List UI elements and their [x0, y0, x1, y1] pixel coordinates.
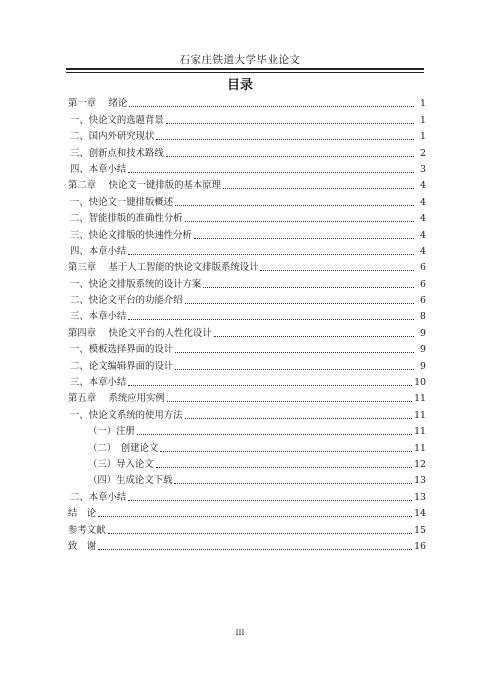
toc-entry-page: 1: [420, 98, 426, 110]
toc-entry-page: 11: [414, 393, 426, 405]
toc-entry[interactable]: [68, 373, 426, 389]
toc-entry[interactable]: [68, 389, 426, 405]
toc-entry[interactable]: [68, 192, 426, 208]
toc-leader-dots: [128, 385, 412, 386]
toc-entry[interactable]: [68, 127, 426, 143]
toc-entry-label: 三、本章小结: [70, 377, 127, 389]
toc-entry-label: （四）生成论文下载: [88, 475, 173, 487]
toc-entry-label: 二、智能排版的准确性分析: [70, 213, 183, 225]
toc-leader-dots: [128, 500, 412, 501]
toc-leader-dots: [175, 205, 414, 206]
toc-entry-label: 四、本章小结: [70, 163, 127, 175]
toc-list: [68, 94, 426, 553]
toc-entry-page: 15: [414, 524, 426, 536]
toc-leader-dots: [185, 303, 414, 304]
toc-title: 目录: [226, 78, 253, 93]
toc-entry-label: 一、快论文一键排版概述: [70, 196, 174, 208]
toc-leader-dots: [98, 549, 412, 550]
toc-leader-dots: [223, 188, 414, 189]
toc-entry-page: 13: [414, 475, 426, 487]
toc-entry-label: 二、快论文平台的功能介绍: [70, 295, 183, 307]
toc-entry-label: （二） 创建论文: [88, 442, 159, 454]
toc-leader-dots: [129, 106, 414, 107]
toc-entry-label: 一、快论文的选题背景: [70, 114, 164, 126]
toc-entry[interactable]: [68, 356, 426, 372]
toc-entry[interactable]: [68, 160, 426, 176]
toc-leader-dots: [214, 336, 414, 337]
toc-entry[interactable]: [68, 455, 426, 471]
toc-entry[interactable]: [68, 274, 426, 290]
toc-entry-page: 6: [420, 295, 426, 307]
toc-entry-page: 4: [420, 245, 426, 257]
header-rule-thin: [66, 72, 424, 73]
toc-entry[interactable]: [68, 258, 426, 274]
toc-entry-page: 4: [420, 180, 426, 192]
toc-entry-label: 四、本章小结: [70, 245, 127, 257]
toc-entry-page: 4: [420, 229, 426, 241]
toc-entry-page: 6: [420, 262, 426, 274]
toc-leader-dots: [128, 319, 414, 320]
toc-leader-dots: [174, 483, 412, 484]
toc-entry-label: 第一章 绪论: [68, 98, 128, 110]
toc-entry-page: 1: [420, 131, 426, 143]
toc-entry-label: 第二章 快论文一键排版的基本原理: [68, 180, 221, 192]
toc-entry[interactable]: [68, 422, 426, 438]
toc-leader-dots: [185, 418, 413, 419]
toc-entry[interactable]: [68, 225, 426, 241]
toc-entry-label: （三）导入论文: [88, 458, 154, 470]
toc-leader-dots: [98, 516, 412, 517]
toc-entry-label: 二、论文编辑界面的设计: [70, 360, 174, 372]
toc-leader-dots: [166, 156, 414, 157]
header-rule-thick: [66, 68, 424, 70]
toc-entry-page: 10: [414, 377, 426, 389]
toc-entry[interactable]: [68, 520, 426, 536]
toc-leader-dots: [203, 287, 414, 288]
toc-entry[interactable]: [68, 504, 426, 520]
toc-entry-page: 6: [420, 278, 426, 290]
toc-entry-label: 三、快论文排版的快速性分析: [70, 229, 192, 241]
toc-leader-dots: [260, 270, 414, 271]
toc-entry-page: 13: [414, 491, 426, 503]
toc-leader-dots: [185, 221, 414, 222]
toc-entry-page: 3: [420, 163, 426, 175]
toc-leader-dots: [156, 467, 412, 468]
toc-entry-page: 11: [414, 409, 426, 421]
toc-entry[interactable]: [68, 438, 426, 454]
page-number: III: [235, 628, 245, 637]
toc-entry-label: 三、创新点和技术路线: [70, 147, 164, 159]
toc-entry[interactable]: [68, 94, 426, 110]
toc-entry[interactable]: [68, 143, 426, 159]
toc-entry[interactable]: [68, 405, 426, 421]
toc-entry-label: 参考文献: [68, 524, 106, 536]
toc-leader-dots: [175, 369, 414, 370]
toc-entry-page: 2: [420, 147, 426, 159]
toc-entry[interactable]: [68, 291, 426, 307]
toc-entry-label: 第五章 系统应用实例: [68, 393, 165, 405]
toc-leader-dots: [128, 254, 414, 255]
toc-entry-page: 8: [420, 311, 426, 323]
toc-entry-label: 一、快论文排版系统的设计方案: [70, 278, 202, 290]
toc-entry-page: 9: [420, 360, 426, 372]
toc-leader-dots: [160, 451, 412, 452]
toc-entry-page: 9: [420, 327, 426, 339]
toc-entry-page: 1: [420, 114, 426, 126]
toc-entry[interactable]: [68, 209, 426, 225]
toc-entry-label: 结 论: [68, 508, 97, 520]
toc-entry-page: 4: [420, 196, 426, 208]
toc-leader-dots: [167, 401, 412, 402]
toc-entry[interactable]: [68, 323, 426, 339]
toc-leader-dots: [137, 434, 412, 435]
toc-entry[interactable]: [68, 471, 426, 487]
toc-entry-label: 一、模板选择界面的设计: [70, 344, 174, 356]
toc-entry[interactable]: [68, 487, 426, 503]
toc-leader-dots: [108, 533, 413, 534]
toc-entry-page: 11: [414, 426, 426, 438]
toc-entry-page: 4: [420, 213, 426, 225]
toc-entry-page: 12: [414, 458, 426, 470]
toc-entry-label: 第三章 基于人工智能的快论文排版系统设计: [68, 262, 259, 274]
running-header: 石家庄铁道大学毕业论文: [179, 54, 301, 66]
toc-leader-dots: [194, 238, 414, 239]
toc-entry-label: 二、本章小结: [70, 491, 127, 503]
toc-leader-dots: [156, 139, 414, 140]
toc-entry-page: 9: [420, 344, 426, 356]
toc-leader-dots: [175, 352, 414, 353]
toc-entry-page: 11: [414, 442, 426, 454]
toc-entry[interactable]: [68, 176, 426, 192]
toc-entry[interactable]: [68, 242, 426, 258]
toc-entry[interactable]: [68, 340, 426, 356]
toc-leader-dots: [128, 172, 414, 173]
toc-entry-page: 16: [414, 540, 426, 552]
toc-entry-label: 一、快论文系统的使用方法: [70, 409, 183, 421]
toc-entry-label: 二、国内外研究现状: [70, 131, 155, 143]
toc-entry-page: 14: [414, 508, 426, 520]
toc-entry[interactable]: [68, 307, 426, 323]
toc-leader-dots: [166, 123, 414, 124]
toc-entry-label: 第四章 快论文平台的人性化设计: [68, 327, 212, 339]
toc-entry-label: 三、本章小结: [70, 311, 127, 323]
toc-entry-label: 致 谢: [68, 540, 97, 552]
toc-entry[interactable]: [68, 110, 426, 126]
toc-entry[interactable]: [68, 537, 426, 553]
toc-entry-label: （一）注册: [88, 426, 135, 438]
